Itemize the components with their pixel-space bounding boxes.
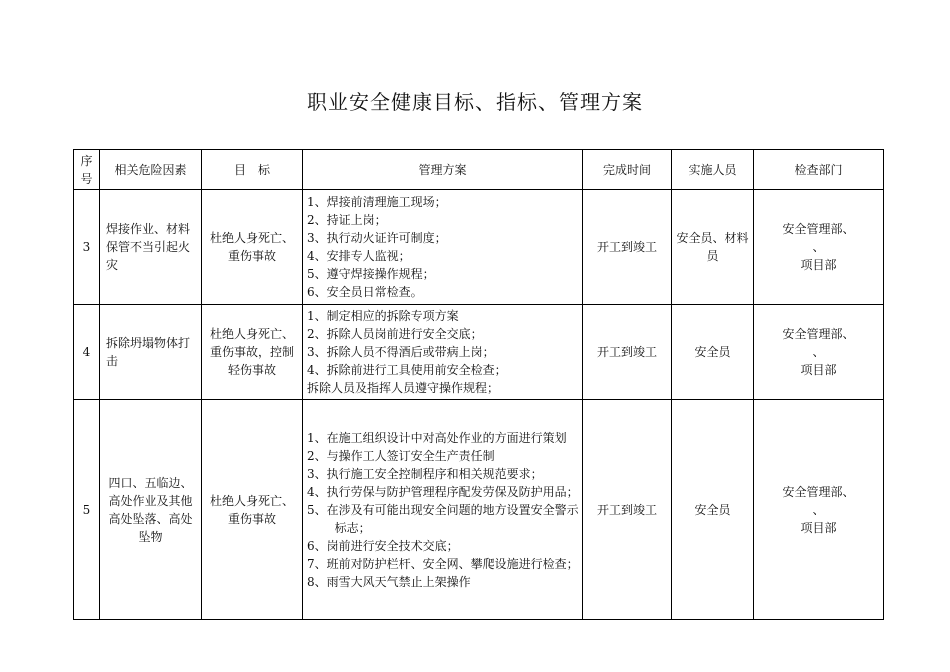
row-plan: [303, 400, 583, 620]
plan-step: 3、执行动火证许可制度；: [307, 231, 447, 245]
plan-step: 5、在涉及有可能出现安全问题的地方设置安全警示标志；: [307, 502, 579, 535]
plan-step: 4、安排专人监视；: [307, 249, 411, 263]
header-row: [74, 150, 884, 190]
dept-line: 安全管理部、: [782, 484, 855, 499]
row-dept: [754, 190, 884, 305]
plan-step: 1、制定相应的拆除专项方案: [307, 309, 459, 323]
row-dept: [754, 400, 884, 620]
plan-step: 3、执行施工安全控制程序和相关规范要求；: [307, 466, 543, 481]
row-staff: 安全员、材料员: [672, 190, 754, 305]
row-hazard: 焊接作业、材料保管不当引起火灾: [100, 190, 202, 305]
row-hazard: 拆除坍塌物体打击: [100, 305, 202, 400]
table-row: [74, 305, 884, 400]
plan-step: 5、遵守焊接操作规程；: [307, 267, 435, 281]
row-dept: [754, 305, 884, 400]
dept-line: 项目部: [800, 363, 837, 377]
row-staff: 安全员: [672, 305, 754, 400]
row-target: 杜绝人身死亡、重伤事故，控制轻伤事故: [202, 305, 303, 400]
row-target: 杜绝人身死亡、重伤事故: [202, 190, 303, 305]
row-plan: [303, 305, 583, 400]
row-plan: [303, 190, 583, 305]
plan-step: 6、安全员日常检查。: [307, 285, 423, 299]
plan-step: 1、在施工组织设计中对高处作业的方面进行策划: [307, 430, 567, 445]
row-time: 开工到竣工: [583, 400, 672, 620]
plan-step: 4、拆除前进行工具使用前安全检查；: [307, 363, 507, 377]
header-dept: 检查部门: [754, 150, 884, 190]
row-seq: 4: [74, 305, 100, 400]
row-target: 杜绝人身死亡、重伤事故: [202, 400, 303, 620]
row-time: 开工到竣工: [583, 190, 672, 305]
dept-line: 、: [812, 345, 825, 359]
plan-step: 拆除人员及指挥人员遵守操作规程；: [307, 381, 500, 395]
row-seq: 5: [74, 400, 100, 620]
header-staff: 实施人员: [672, 150, 754, 190]
dept-line: 项目部: [800, 520, 837, 535]
plan-step: 2、持证上岗；: [307, 213, 387, 227]
dept-line: 安全管理部、: [782, 327, 855, 341]
table-row: [74, 400, 884, 620]
plan-step: 4、执行劳保与防护管理程序配发劳保及防护用品；: [307, 484, 579, 499]
row-hazard: 四口、五临边、高处作业及其他高处坠落、高处坠物: [100, 400, 202, 620]
dept-line: 、: [812, 240, 825, 254]
header-plan: 管理方案: [303, 150, 583, 190]
safety-plan-table: [73, 149, 884, 620]
header-time: 完成时间: [583, 150, 672, 190]
plan-step: 3、拆除人员不得酒后或带病上岗；: [307, 345, 495, 359]
table-row: [74, 190, 884, 305]
page-title: 职业安全健康目标、指标、管理方案: [307, 90, 643, 114]
header-hazard: 相关危险因素: [100, 150, 202, 190]
row-seq: 3: [74, 190, 100, 305]
plan-step: 1、焊接前清理施工现场；: [307, 195, 447, 209]
row-staff: 安全员: [672, 400, 754, 620]
row-time: 开工到竣工: [583, 305, 672, 400]
header-target: 目 标: [202, 150, 303, 190]
dept-line: 项目部: [800, 258, 837, 272]
plan-step: 2、拆除人员岗前进行安全交底；: [307, 327, 483, 341]
dept-line: 安全管理部、: [782, 222, 855, 236]
plan-step: 6、岗前进行安全技术交底；: [307, 538, 459, 553]
plan-step: 7、班前对防护栏杆、安全网、攀爬设施进行检查；: [307, 556, 579, 571]
plan-step: 2、与操作工人签订安全生产责任制: [307, 448, 495, 463]
header-seq: 序号: [74, 150, 100, 190]
dept-line: 、: [812, 502, 825, 517]
plan-step: 8、雨雪大风天气禁止上架操作: [307, 574, 471, 589]
